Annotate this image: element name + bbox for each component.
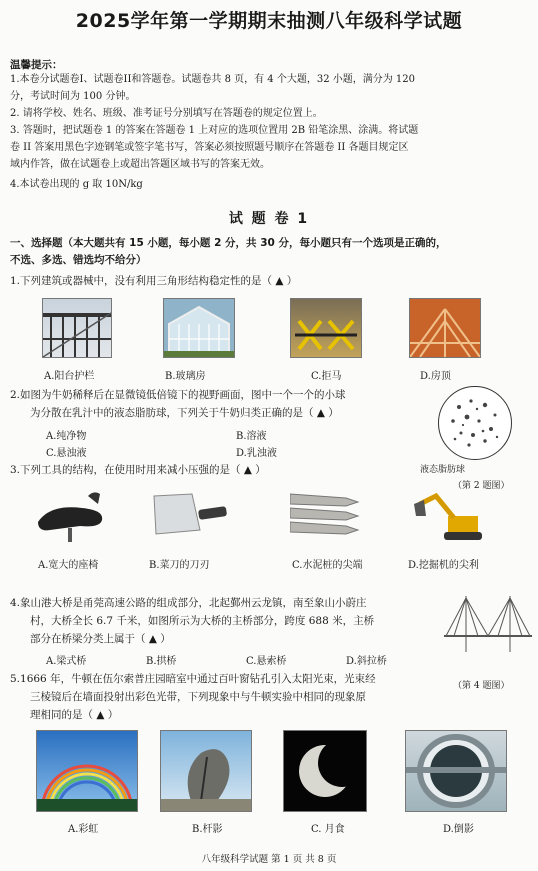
tip-line: 3. 答题时，把试题卷 1 的答案在答题卷 1 上对应的选项位置用 2B 铅笔涂黑、涂满。将试题 <box>10 125 419 136</box>
q3-option-b: B.菜刀的刀刃 <box>149 560 210 571</box>
q4-option-b: B.拱桥 <box>146 656 177 667</box>
q1-option-a: A.阳台护栏 <box>44 371 95 382</box>
kitchen-knife-image <box>150 486 230 544</box>
page-footer: 八年级科学试题 第 1 页 共 8 页 <box>201 854 337 865</box>
tip-line: 2. 请将学校、姓名、班级、准考证号分别填写在答题卷的规定位置上。 <box>10 108 323 119</box>
q2-option-b: B.溶液 <box>236 431 267 442</box>
tip-line: 4.本试卷出现的 g 取 10N/kg <box>10 179 143 190</box>
lunar-eclipse-image <box>283 730 367 812</box>
q1-option-d: D.房顶 <box>420 371 451 382</box>
reflection-image <box>405 730 507 812</box>
fat-globule-label: 液态脂肪球 <box>420 465 466 475</box>
section-title: 试 题 卷 1 <box>228 211 310 227</box>
q2-option-d: D.乳浊液 <box>236 448 277 459</box>
tip-line: 1.本卷分试题卷I、试题卷II和答题卷。试题卷共 8 页，有 4 个大题，32 小题，满分为 120 <box>10 74 415 85</box>
bridge-figure <box>444 592 532 664</box>
q3-option-a: A.宽大的座椅 <box>38 560 99 571</box>
question-4-stem-line-2: 村，大桥全长 6.7 千米，如图所示为大桥的主桥部分，跨度 688 米，主桥 <box>30 615 375 627</box>
q5-option-a: A.彩虹 <box>68 824 99 835</box>
question-1-stem: 1.下列建筑或器械中，没有利用三角形结构稳定性的是（ ▲ ） <box>10 275 298 287</box>
figure-4-caption: （第 4 题图） <box>453 681 510 691</box>
rainbow-image <box>36 730 138 812</box>
q4-option-a: A.梁式桥 <box>46 656 87 667</box>
bicycle-seat-image <box>30 486 110 544</box>
concrete-piles-image <box>290 486 370 544</box>
q2-option-a: A.纯净物 <box>46 431 87 442</box>
question-5-stem-line-2: 三棱镜后在墙面投射出彩色光带，下列现象中与牛顿实验中相同的现象原 <box>30 691 366 703</box>
q4-option-d: D.斜拉桥 <box>346 656 387 667</box>
q1-option-c: C.拒马 <box>311 371 342 382</box>
q5-option-d: D.倒影 <box>443 824 474 835</box>
q5-option-b: B.杆影 <box>192 824 223 835</box>
part-line: 不选、多选、错选均不给分） <box>10 254 147 266</box>
question-3-stem: 3.下列工具的结构，在使用时用来减小压强的是（ ▲ ） <box>10 464 266 476</box>
tips-heading: 温馨提示： <box>10 59 63 71</box>
question-4-stem-line-3: 部分在桥梁分类上属于（ ▲ ） <box>30 633 171 645</box>
tip-line: 域内作答，做在试题卷上或超出答题区域书写的答案无效。 <box>10 159 270 170</box>
pole-shadow-image <box>160 730 252 812</box>
question-2-stem-line-2: 为分散在乳汁中的液态脂肪球，下列关于牛奶归类正确的是（ ▲ ） <box>30 407 339 419</box>
barricade-image <box>290 298 362 358</box>
tip-line: 卷 II 答案用黑色字迹钢笔或签字笔书写，答案必须按照题号顺序在答题卷 II 各题目规定区 <box>10 142 409 153</box>
q3-option-c: C.水泥桩的尖端 <box>292 560 363 571</box>
q1-option-b: B.玻璃房 <box>165 371 206 382</box>
balcony-railing-image <box>42 298 112 358</box>
part-heading <box>10 235 530 269</box>
part-line: 一、选择题（本大题共有 15 小题，每小题 2 分，共 30 分，每小题只有一个选项是正确的， <box>10 237 447 249</box>
question-5-stem-line-3: 理相同的是（ ▲ ） <box>30 709 119 721</box>
question-5-stem-line-1: 5.1666 年，牛顿在伍尔索普庄园暗室中通过百叶窗钻孔引入太阳光束，光束经 <box>10 673 376 685</box>
glass-house-image <box>163 298 235 358</box>
question-4-stem-line-1: 4.象山港大桥是甬莞高速公路的组成部分，北起鄞州云龙镇，南至象山小蔚庄 <box>10 597 367 609</box>
microscope-view-figure <box>438 386 512 460</box>
excavator-image <box>408 486 488 544</box>
q3-option-d: D.挖掘机的尖利 <box>408 560 479 571</box>
roof-truss-image <box>409 298 481 358</box>
q2-option-c: C.悬浊液 <box>46 448 87 459</box>
tip-line: 分，考试时间为 100 分钟。 <box>10 91 136 102</box>
q4-option-c: C.悬索桥 <box>246 656 287 667</box>
q5-option-c: C. 月食 <box>311 824 345 835</box>
question-2-stem-line-1: 2.如图为牛奶稀释后在显微镜低倍镜下的视野画面，图中一个一个的小球 <box>10 389 346 401</box>
figure-2-caption: （第 2 题图） <box>453 481 510 491</box>
page-title: 2025学年第一学期期末抽测八年级科学试题 <box>75 10 463 32</box>
